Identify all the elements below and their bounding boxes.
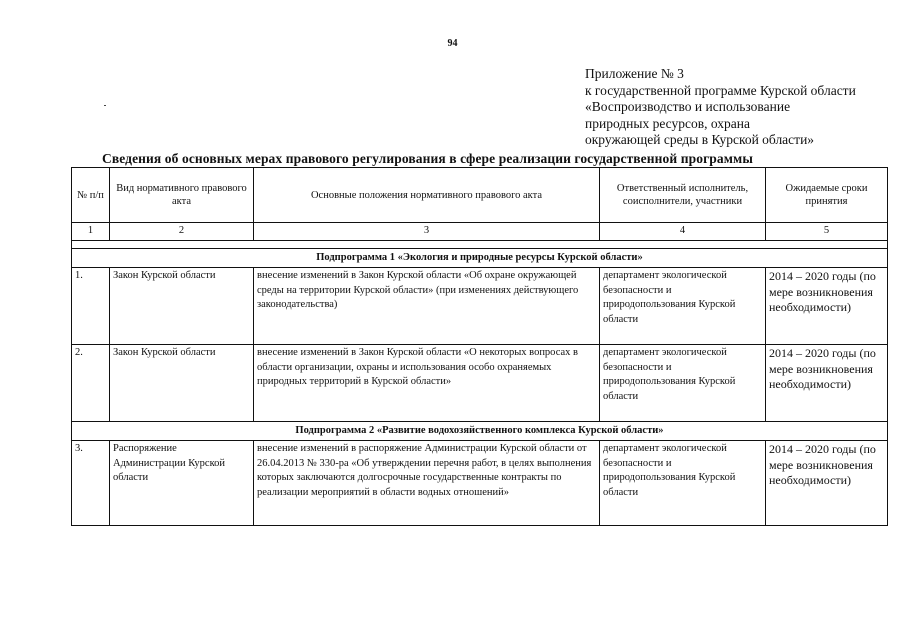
appendix-line: природных ресурсов, охрана [585, 115, 750, 131]
subprogram-row [72, 422, 888, 441]
scan-speck [104, 105, 106, 106]
row-act-type: Распоряжение Администрации Курской области [110, 441, 254, 526]
table-row [72, 345, 888, 422]
row-num: 2. [72, 345, 110, 422]
subprogram-title: Подпрограмма 1 «Экология и природные ресурсы Курской области» [72, 249, 888, 268]
row-num: 1. [72, 268, 110, 345]
appendix-line: Приложение № 3 [585, 66, 684, 81]
row-provisions: внесение изменений в Закон Курской области «О некоторых вопросах в области организации, охраны и использования особо охраняемых природных территорий в Курской области» [254, 345, 600, 422]
row-term: 2014 – 2020 годы (по мере возникновения необходимости) [766, 268, 888, 345]
row-provisions: внесение изменений в Закон Курской области «Об охране окружающей среды на территории Курской области» (при изменениях действующего законодательства) [254, 268, 600, 345]
spacer-cell [72, 241, 888, 249]
column-number: 1 [72, 223, 110, 241]
column-number: 5 [766, 223, 888, 241]
header-executor: Ответственный исполнитель, соисполнители, участники [600, 168, 766, 223]
appendix-line: к государственной программе Курской области [585, 82, 856, 98]
subprogram-title: Подпрограмма 2 «Развитие водохозяйственного комплекса Курской области» [72, 422, 888, 441]
appendix-line: «Воспроизводство и использование [585, 99, 791, 114]
appendix-line: окружающей среды в Курской области» [585, 132, 815, 147]
row-provisions: внесение изменений в распоряжение Администрации Курской области от 26.04.2013 № 330-ра «Об утверждении перечня работ, в целях выполнения которых заключаются долгосрочные государственные контракты по реализации мероприятий в области водных отношений» [254, 441, 600, 526]
column-number-row [72, 223, 888, 241]
table-row [72, 441, 888, 526]
row-act-type: Закон Курской области [110, 345, 254, 422]
row-num: 3. [72, 441, 110, 526]
document-title: Сведения об основных мерах правового регулирования в сфере реализации государственной программы [102, 151, 753, 166]
column-number: 4 [600, 223, 766, 241]
measures-table [71, 167, 888, 526]
row-term: 2014 – 2020 годы (по мере возникновения необходимости) [766, 441, 888, 526]
column-number: 2 [110, 223, 254, 241]
header-provisions: Основные положения нормативного правового акта [254, 168, 600, 223]
header-act-type: Вид нормативного правового акта [110, 168, 254, 223]
table-header-row [72, 168, 888, 223]
header-num: № п/п [72, 168, 110, 223]
header-term: Ожидаемые сроки принятия [766, 168, 888, 223]
column-number: 3 [254, 223, 600, 241]
row-executor: департамент экологической безопасности и природопользования Курской области [600, 268, 766, 345]
table-row [72, 268, 888, 345]
subprogram-row [72, 249, 888, 268]
page-number: 94 [447, 38, 458, 49]
row-executor: департамент экологической безопасности и природопользования Курской области [600, 345, 766, 422]
row-executor: департамент экологической безопасности и природопользования Курской области [600, 441, 766, 526]
appendix-block [585, 66, 900, 149]
spacer-row [72, 241, 888, 249]
row-term: 2014 – 2020 годы (по мере возникновения необходимости) [766, 345, 888, 422]
row-act-type: Закон Курской области [110, 268, 254, 345]
